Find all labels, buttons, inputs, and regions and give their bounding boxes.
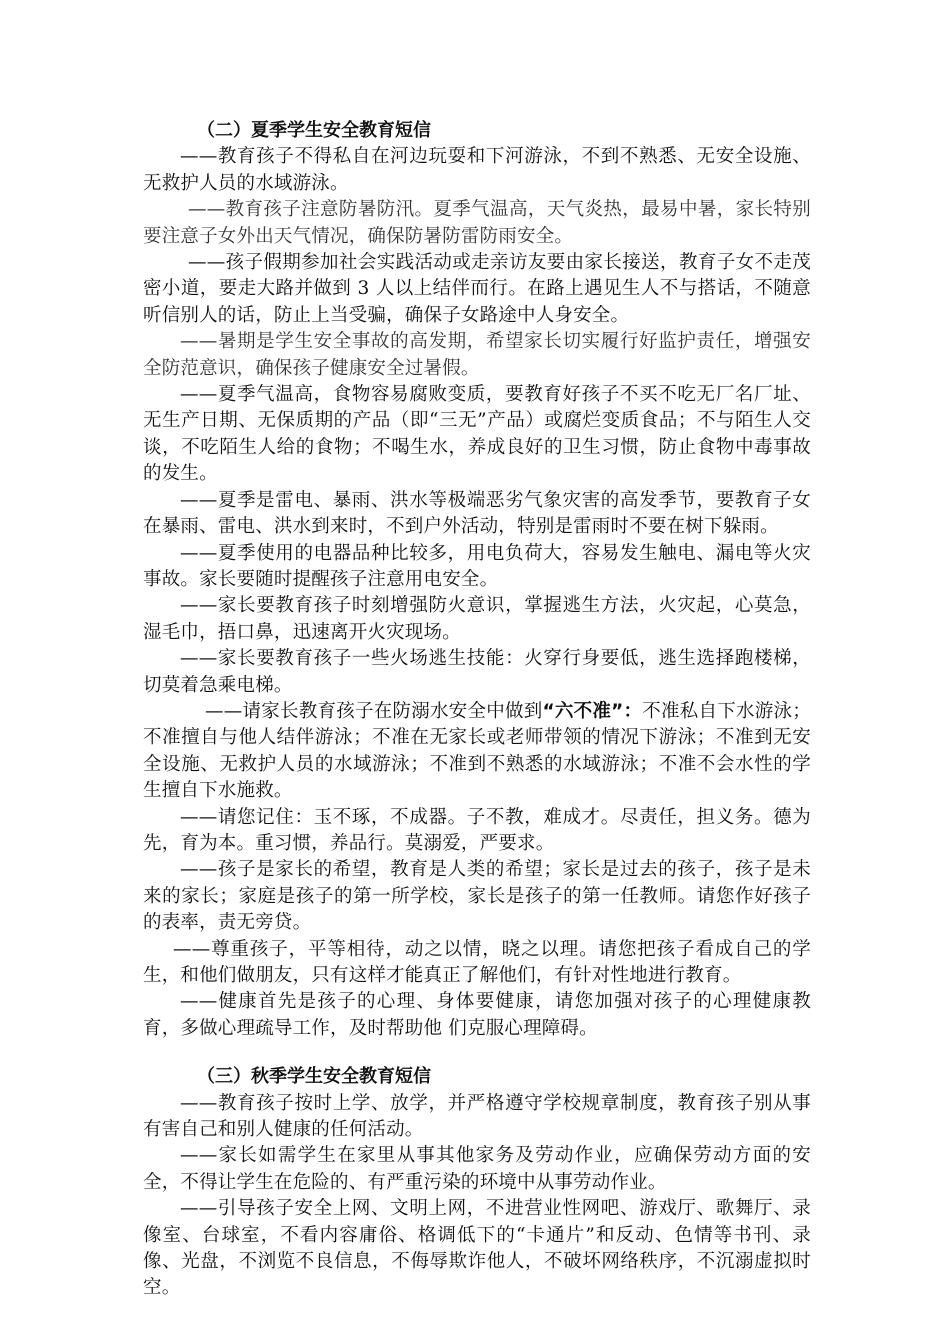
paragraph-summer-2: ——教育孩子注意防暑防汛。夏季气温高，天气炎热，最易中暑，家长特别要注意子女外出天气情况，确保防暑防雷防雨安全。 <box>143 199 811 247</box>
paragraph-summer-7: ——夏季使用的电器品种比较多，用电负荷大，容易发生触电、漏电等火灾事故。家长要随时提醒孩子注意用电安全。 <box>143 542 811 590</box>
paragraph-summer-3: ——孩子假期参加社会实践活动或走亲访友要由家长接送，教育子女不走茂密小道，要走大路并做到 3 人以上结伴而行。在路上遇见生人不与搭话，不随意听信别人的话，防止上当受骗，确保子女路途中人身安全。 <box>143 252 811 326</box>
section-heading-autumn: （三）秋季学生安全教育短信 <box>197 1066 431 1088</box>
paragraph-summer-5: ——夏季气温高，食物容易腐败变质，要教育好孩子不买不吃无厂名厂址、无生产日期、无保质期的产品（即“三无”产品）或腐烂变质食品；不与陌生人交谈，不吃陌生人给的食物；不喝生水，养成良好的卫生习惯，防止食物中毒事故的发生。 <box>143 384 811 485</box>
paragraph-summer-14: ——健康首先是孩子的心理、身体要健康，请您加强对孩子的心理健康教育，多做心理疏导工作，及时帮助他 们克服心理障碍。 <box>143 991 811 1039</box>
paragraph-summer-13: ——尊重孩子，平等相待，动之以情，晓之以理。请您把孩子看成自己的学生，和他们做朋友，只有这样才能真正了解他们，有针对性地进行教育。 <box>143 938 811 986</box>
paragraph-summer-12: ——孩子是家长的希望，教育是人类的希望；家长是过去的孩子，孩子是未来的家长；家庭是孩子的第一所学校，家长是孩子的第一任教师。请您作好孩子的表率，责无旁贷。 <box>143 859 811 934</box>
section-heading-summer: （二）夏季学生安全教育短信 <box>197 120 431 141</box>
paragraph-summer-10 <box>143 699 811 805</box>
document-page <box>143 118 811 1302</box>
paragraph-summer-1: ——教育孩子不得私自在河边玩耍和下河游泳，不到不熟悉、无安全设施、无救护人员的水域游泳。 <box>143 146 811 194</box>
paragraph-summer-6: ——夏季是雷电、暴雨、洪水等极端恶劣气象灾害的高发季节，要教育子女在暴雨、雷电、洪水到来时，不到户外活动，特别是雷雨时不要在树下躲雨。 <box>143 489 811 538</box>
paragraph-summer-9: ——家长要教育孩子一些火场逃生技能：火穿行身要低，逃生选择跑楼梯，切莫着急乘电梯。 <box>143 648 811 696</box>
paragraph-autumn-1: ——教育孩子按时上学、放学，并严格遵守学校规章制度，教育孩子别从事有害自己和别人健康的任何活动。 <box>143 1092 811 1141</box>
paragraph-summer-4: ——暑期是学生安全事故的高发期，希望家长切实履行好监护责任，增强安全防范意识，确保孩子健康安全过暑假。 <box>143 331 811 379</box>
six-prohibitions-label: “六不准”： <box>542 700 643 722</box>
paragraph-autumn-2: ——家长如需学生在家里从事其他家务及劳动作业，应确保劳动方面的安全，不得让学生在危险的、有严重污染的环境中从事劳动作业。 <box>143 1145 811 1193</box>
paragraph-summer-11: ——请您记住：玉不琢，不成器。子不教，难成才。尽责任，担义务。德为先，育为本。重习惯，养品行。莫溺爱，严要求。 <box>143 806 811 854</box>
paragraph-summer-10-lead: ——请家长教育孩子在防溺水安全中做到 <box>205 700 543 722</box>
paragraph-summer-10-rest: 不准私自下水游泳；不准擅自与他人结伴游泳；不准在无家长或老师带领的情况下游泳；不准到无安全设施、无救护人员的水域游泳；不准到不熟悉的水域游泳；不准不会水性的学生擅自下水施救。 <box>143 700 811 802</box>
paragraph-summer-8: ——家长要教育孩子时刻增强防火意识，掌握逃生方法，火灾起，心莫急，湿毛巾，捂口鼻，迅速离开火灾现场。 <box>143 595 811 643</box>
paragraph-autumn-3: ——引导孩子安全上网、文明上网，不进营业性网吧、游戏厅、歌舞厅、录像室、台球室，不看内容庸俗、格调低下的“卡通片”和反动、色情等书刊、录像、光盘，不浏览不良信息，不侮辱欺诈他人，不破坏网络秩序，不沉溺虚拟时空。 <box>143 1198 811 1299</box>
section-spacer <box>143 1042 811 1064</box>
